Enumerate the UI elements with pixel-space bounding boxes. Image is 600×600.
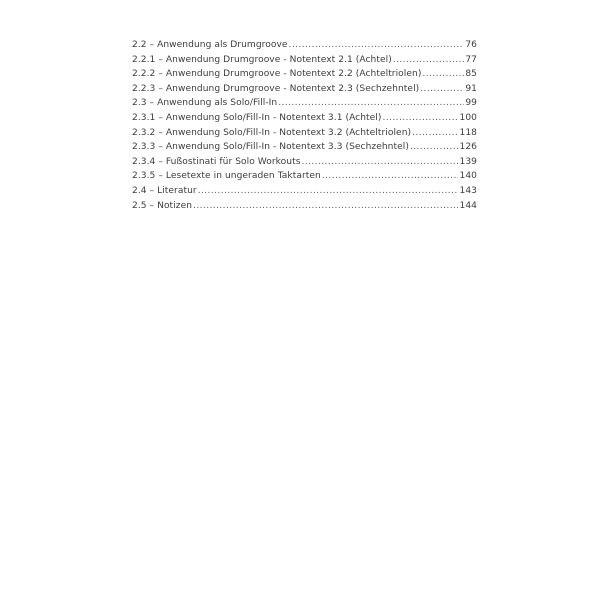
toc-entry bbox=[132, 199, 477, 214]
toc-entry-title: 2.3.2 – Anwendung Solo/Fill-In - Notentext 3.2 (Achteltriolen) bbox=[132, 127, 412, 138]
dot-leader bbox=[420, 82, 464, 97]
toc-entry-title: 2.2.1 – Anwendung Drumgroove - Notentext 2.1 (Achtel) bbox=[132, 54, 392, 65]
toc-entry-page: 76 bbox=[465, 40, 477, 50]
toc-entry-page: 140 bbox=[459, 171, 477, 182]
toc-entry bbox=[132, 184, 477, 199]
toc-entry-page: 126 bbox=[459, 142, 477, 153]
dot-leader bbox=[410, 140, 459, 155]
dot-leader bbox=[422, 67, 464, 82]
toc-entry-page: 99 bbox=[465, 98, 477, 109]
toc-entry-page: 85 bbox=[465, 69, 477, 80]
dot-leader bbox=[289, 38, 465, 53]
dot-leader bbox=[393, 53, 465, 68]
toc-entry-page: 144 bbox=[459, 200, 477, 211]
toc-entry bbox=[132, 82, 477, 97]
toc-entry-title: 2.3.3 – Anwendung Solo/Fill-In - Notentext 3.3 (Sechzehntel) bbox=[132, 142, 409, 153]
toc-entry bbox=[132, 155, 477, 170]
dot-leader bbox=[382, 111, 458, 126]
toc-entry-page: 91 bbox=[465, 83, 477, 94]
toc-entry bbox=[132, 53, 477, 68]
toc-entry bbox=[132, 126, 477, 141]
toc-entry bbox=[132, 96, 477, 111]
toc-entry bbox=[132, 140, 477, 155]
dot-leader bbox=[412, 126, 458, 141]
dot-leader bbox=[302, 155, 459, 170]
toc-entry-title: 2.3.5 – Lesetexte in ungeraden Taktarten bbox=[132, 171, 321, 182]
toc-entry-title: 2.2.2 – Anwendung Drumgroove - Notentext 2.2 (Achteltriolen) bbox=[132, 69, 422, 80]
toc-entry-title: 2.5 – Notizen bbox=[132, 200, 193, 211]
toc-entry-page: 118 bbox=[459, 127, 477, 138]
dot-leader bbox=[193, 199, 458, 214]
toc-entry-title: 2.2 – Anwendung als Drumgroove bbox=[132, 40, 288, 50]
toc-entry-page: 143 bbox=[459, 185, 477, 196]
toc-entry-title: 2.2.3 – Anwendung Drumgroove - Notentext 2.3 (Sechzehntel) bbox=[132, 83, 420, 94]
dot-leader bbox=[278, 96, 464, 111]
toc-entry-page: 100 bbox=[459, 112, 477, 123]
toc-entry-title: 2.3 – Anwendung als Solo/Fill-In bbox=[132, 98, 278, 109]
toc-entry-title: 2.3.1 – Anwendung Solo/Fill-In - Notentext 3.1 (Achtel) bbox=[132, 112, 382, 123]
toc-entry-page: 139 bbox=[459, 156, 477, 167]
toc-entry bbox=[132, 111, 477, 126]
table-of-contents bbox=[132, 38, 477, 213]
toc-entry-title: 2.4 – Literatur bbox=[132, 185, 197, 196]
dot-leader bbox=[322, 169, 459, 184]
dot-leader bbox=[198, 184, 459, 199]
toc-entry bbox=[132, 67, 477, 82]
toc-entry-page: 77 bbox=[465, 54, 477, 65]
toc-entry bbox=[132, 38, 477, 53]
toc-entry bbox=[132, 169, 477, 184]
toc-entry-title: 2.3.4 – Fußostinati für Solo Workouts bbox=[132, 156, 301, 167]
